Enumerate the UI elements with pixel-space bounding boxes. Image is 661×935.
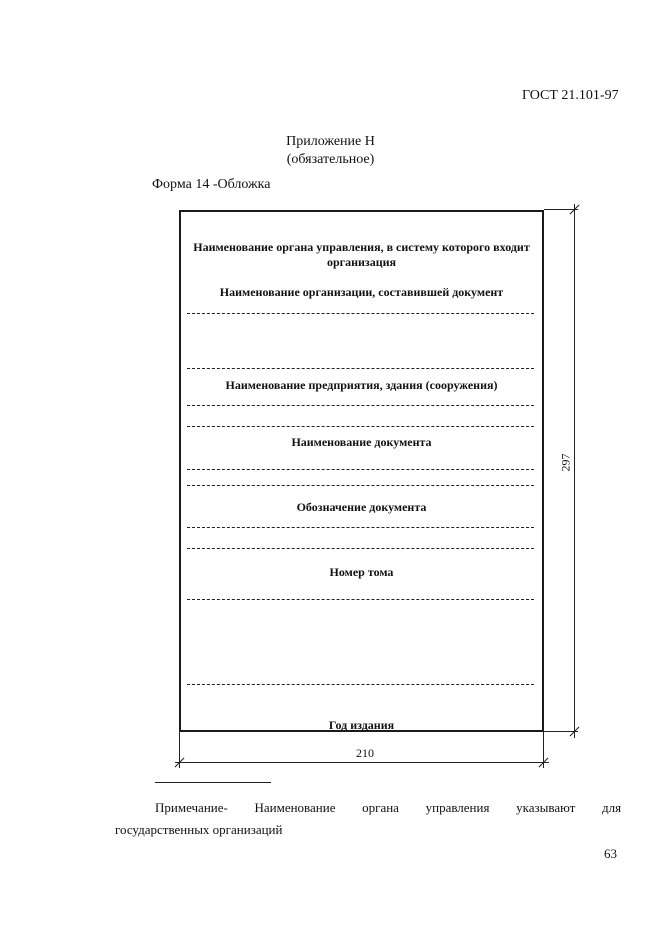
field-document-name: Наименование документа xyxy=(291,435,432,449)
note-word: управления xyxy=(425,800,490,815)
page-number: 63 xyxy=(604,846,617,861)
fill-line xyxy=(187,368,534,369)
fill-line xyxy=(187,405,534,406)
note-line-2: государственных организаций xyxy=(115,822,283,837)
appendix-heading xyxy=(0,133,661,169)
dimension-height-label: 297 xyxy=(558,453,573,472)
note-line-1 xyxy=(155,800,621,816)
note-word: указывают xyxy=(516,800,576,815)
fill-line xyxy=(187,684,534,685)
field-organization: Наименование организации, составившей документ xyxy=(219,285,504,299)
fill-line xyxy=(187,548,534,549)
fill-line xyxy=(187,469,534,470)
dimension-width-label: 210 xyxy=(356,746,374,760)
footnote-rule xyxy=(155,782,271,783)
dim-line-vertical xyxy=(574,204,575,738)
fill-line xyxy=(187,527,534,528)
field-publication-year: Год издания xyxy=(328,718,395,732)
fill-line xyxy=(187,485,534,486)
field-document-designation: Обозначение документа xyxy=(296,500,427,514)
note-word: органа xyxy=(362,800,399,815)
cover-form-frame xyxy=(179,210,544,732)
appendix-title: Приложение Н xyxy=(286,134,375,149)
field-enterprise: Наименование предприятия, здания (сооружения) xyxy=(225,378,498,392)
dim-line-horizontal xyxy=(175,762,549,763)
fill-line xyxy=(187,313,534,314)
note-label: Примечание- xyxy=(155,800,228,815)
standard-code: ГОСТ 21.101-97 xyxy=(522,88,619,103)
note-word: для xyxy=(601,800,622,815)
fill-line xyxy=(187,599,534,600)
form-title: Форма 14 -Обложка xyxy=(152,177,271,192)
note-word: Наименование xyxy=(254,800,336,815)
field-governing-body: Наименование органа управления, в систему которого входит организация xyxy=(193,240,530,269)
fill-line xyxy=(187,426,534,427)
appendix-status: (обязательное) xyxy=(286,152,375,167)
field-volume-number: Номер тома xyxy=(329,565,394,579)
